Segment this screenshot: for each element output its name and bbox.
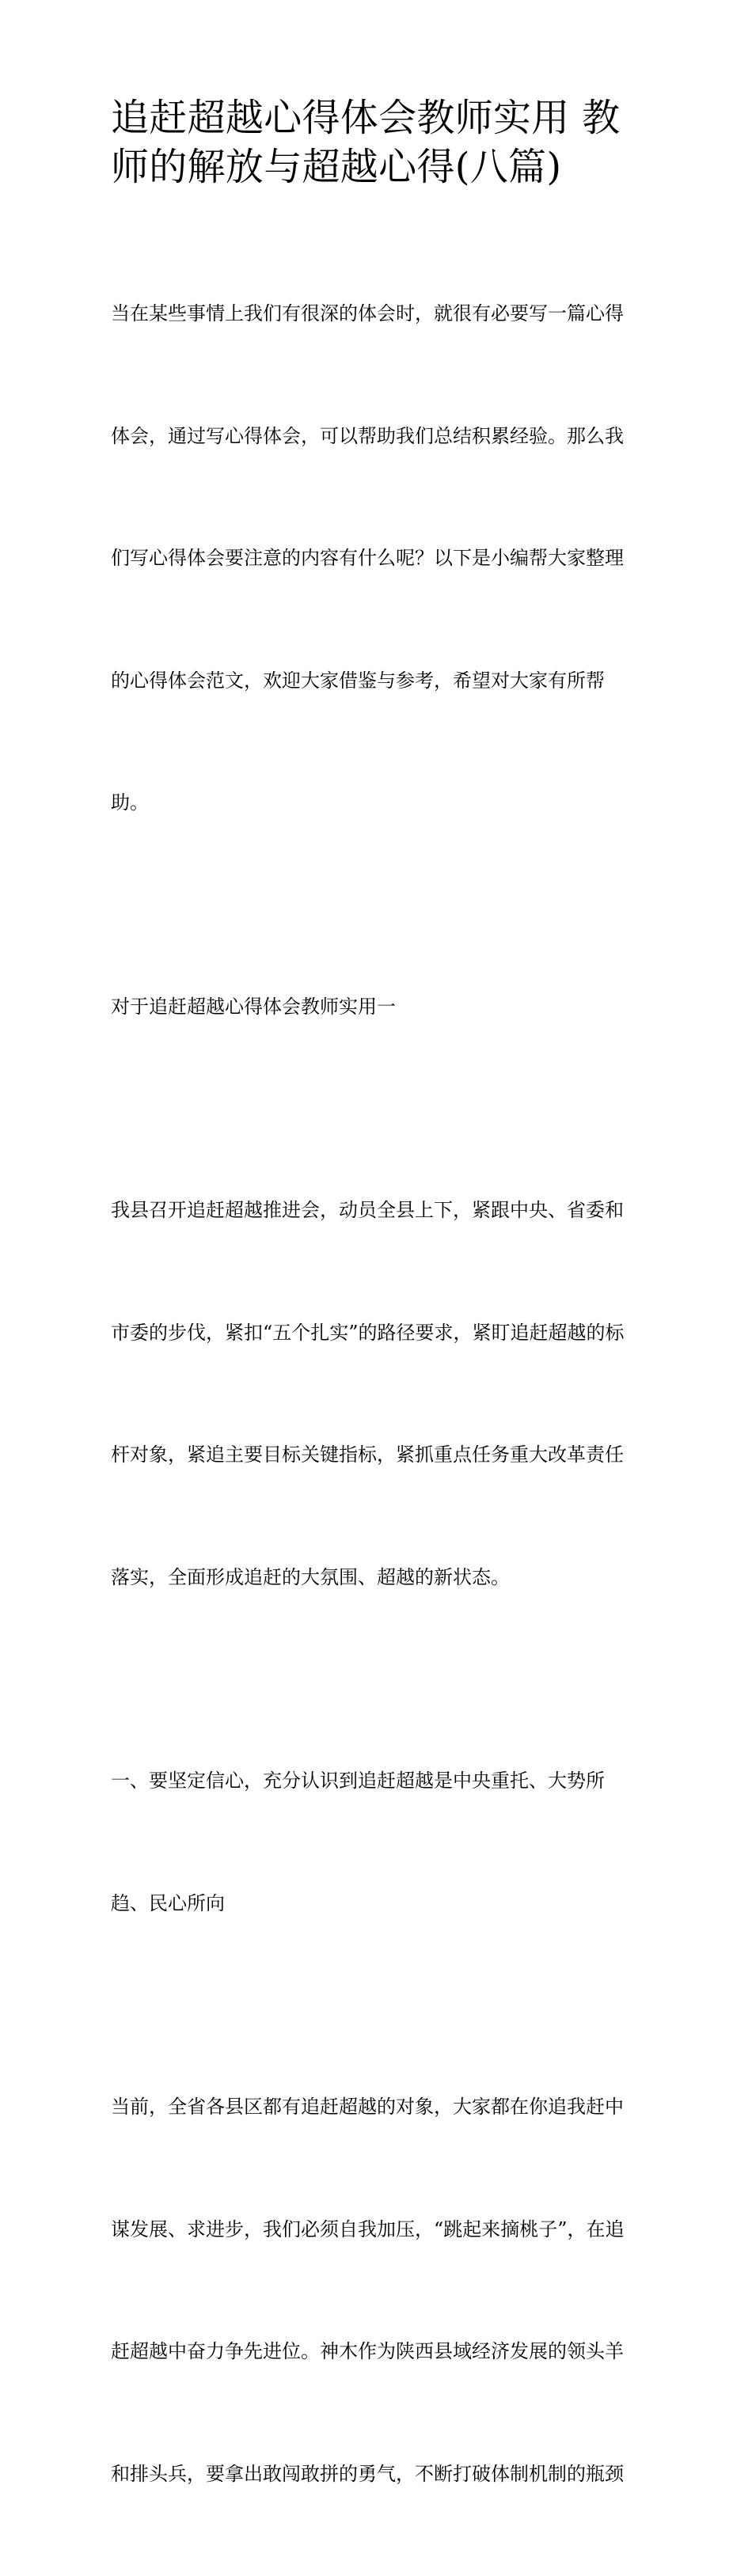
text-line: 和排头兵，要拿出敢闯敢拼的勇气，不断打破体制机制的瓶颈 [111,2462,624,2485]
document-body [111,212,643,2576]
title-line-2: 师的解放与超越心得(八篇) [111,145,562,189]
text-line: 的心得体会范文，欢迎大家借鉴与参考，希望对大家有所帮 [111,669,605,692]
text-line: 市委的步伐，紧扣“五个扎实”的路径要求，紧盯追赶超越的标 [111,1321,625,1344]
text-line: 体会，通过写心得体会，可以帮助我们总结积累经验。那么我 [111,424,624,447]
text-line: 赶超越中奋力争先进位。神木作为陕西县域经济发展的领头羊 [111,2340,624,2362]
body-paragraph [111,2005,643,2576]
title-line-1: 追赶超越心得体会教师实用 教 [111,96,621,140]
text-line: 当前，全省各县区都有追赶超越的对象，大家都在你追我赶中 [111,2096,624,2118]
section-heading [111,905,643,1110]
text-line: 们写心得体会要注意的内容有什么呢？以下是小编帮大家整理 [111,547,624,569]
text-line: 杆对象，紧追主要目标关键指标，紧抓重点任务重大改革责任 [111,1444,624,1466]
text-line: 我县召开追赶超越推进会，动员全县上下，紧跟中央、省委和 [111,1199,624,1221]
text-line: 一、要坚定信心，充分认识到追赶超越是中央重托、大势所 [111,1770,605,1792]
text-line: 谋发展、求进步，我们必须自我加压，“跳起来摘桃子”，在追 [111,2217,625,2240]
text-line: 趋、民心所向 [111,1891,225,1914]
text-line: 当在某些事情上我们有很深的体会时，就很有必要写一篇心得 [111,302,624,324]
intro-paragraph [111,212,643,905]
text-line: 对于追赶超越心得体会教师实用一 [111,995,396,1018]
document-content [111,93,643,2576]
point-heading [111,1679,643,2005]
body-paragraph [111,1109,643,1679]
text-line: 落实，全面形成追赶的大氛围、超越的新状态。 [111,1565,510,1588]
document-title [111,93,643,192]
text-line: 助。 [111,791,149,814]
